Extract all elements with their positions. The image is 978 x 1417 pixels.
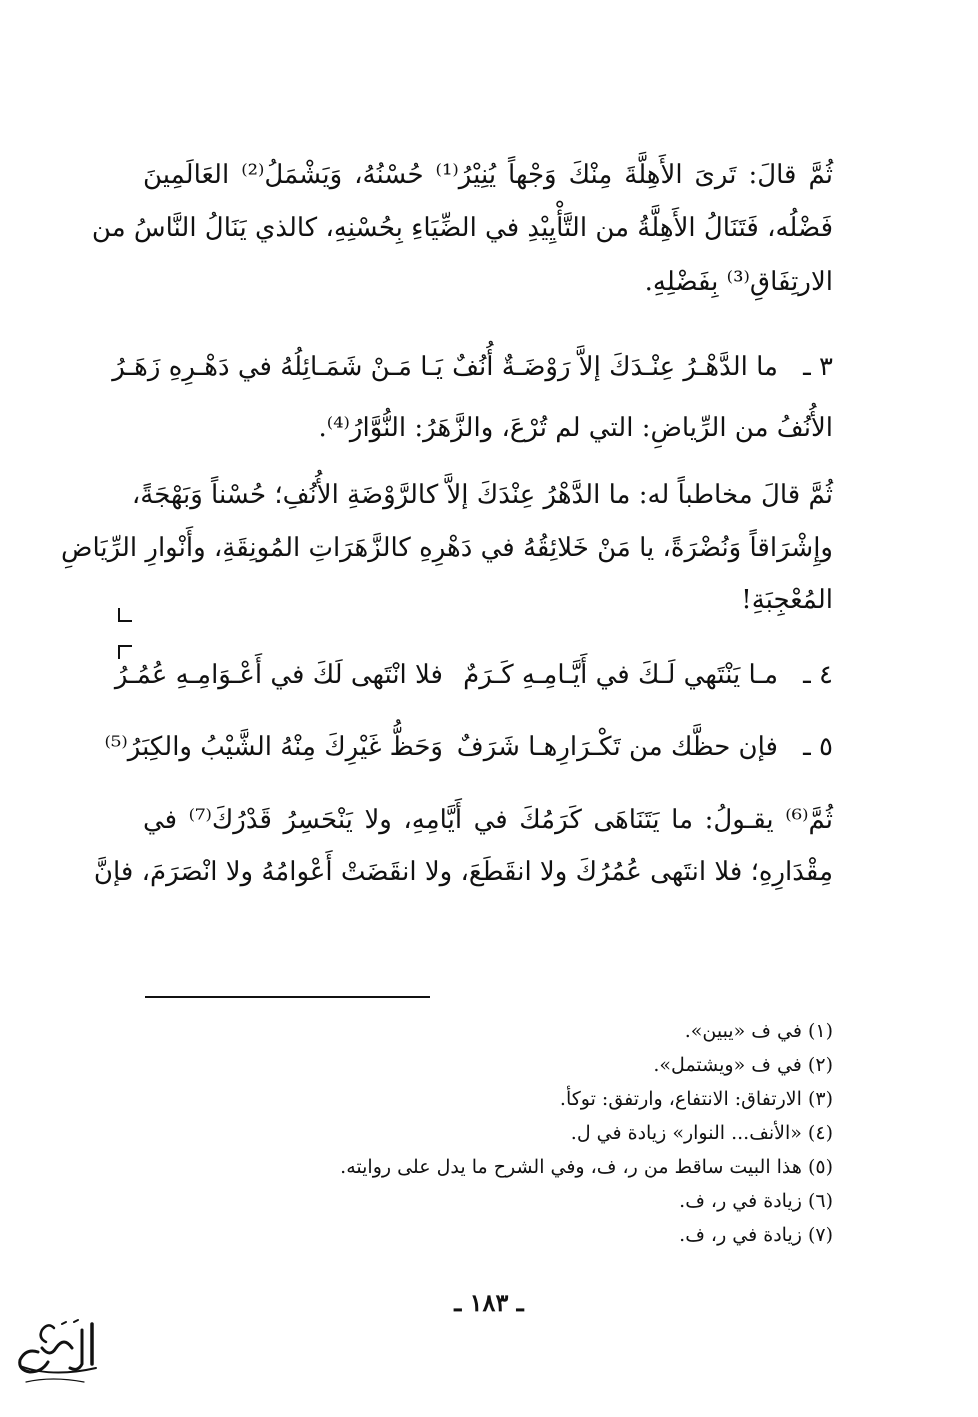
verse-number: ٥ ـ — [803, 732, 833, 762]
text-line: ثُمَّ⁽⁶⁾ يقـولُ: ما يَتَنَاهَى كَرَمُكَ في أَيَّامِهِ، ولا يَنْحَسِرُ قَدْرُكَ⁽⁷⁾ في — [143, 805, 833, 835]
footnote: (٥) هذا البيت ساقط من ر، ف، وفي الشرح ما يدل على روايته. — [340, 1156, 833, 1178]
footnote-divider — [145, 996, 430, 998]
text-line: ثُمَّ قالَ مخاطباً له: ما الدَّهْرُ عِنْدَكَ إلاَّ كالرَّوْضَةِ الأُنُفِ؛ حُسْناً وَبَهْجَةً، — [131, 480, 833, 510]
bracket-mark — [118, 608, 132, 622]
verse-hemistich-first: ما الدَّهْـرُ عِنْـدَكَ إلاَّ رَوْضَـةٌ أُنُفٌ — [452, 352, 778, 382]
verse-hemistich-first: مـا يَنْتَهي لَـكَ في أَيَّـامِـهِ كَـرَمٌ — [463, 660, 778, 690]
verse-5 — [104, 727, 833, 767]
verse-gloss: الأُنُفُ من الرِّياضِ: التي لم تُرْعَ، والزَّهَرُ: النُّوَّارُ⁽⁴⁾. — [318, 413, 833, 443]
verse-3 — [112, 347, 833, 387]
verse-hemistich-second: فلا انْتَهى لَكَ في أَعْـوَامِـهِ عُمُـرُ — [114, 660, 443, 690]
footnote: (٧) زيادة في ر، ف. — [679, 1224, 833, 1246]
text-line: الارتِفَاقِ⁽³⁾ بِفَضْلِهِ. — [644, 267, 833, 297]
verse-hemistich-second: يَـا مَـنْ شَمَـائِلُهُ في دَهْـرِهِ زَهَـرُ — [112, 352, 443, 382]
page-number: ـ ١٨٣ ـ — [454, 1288, 524, 1317]
footnote: (٢) في ف «ويشتمل». — [653, 1054, 833, 1076]
footnote: (٤) «الأنف... النوار» زيادة في ل. — [570, 1122, 833, 1144]
text-line: وإِشْرَاقاً وَنُضْرَةً، يا مَنْ خَلائِقُهُ في دَهْرِهِ كالزَّهَرَاتِ المُونِقَةِ، وأَنْوارِ الرِّيَاضِ — [61, 533, 833, 563]
text-line: ثُمَّ قالَ: تَرىَ الأَهِلَّةَ مِنْكَ وَجْهاً يُنِيْرُ⁽¹⁾ حُسْنُهُ، وَيَشْمَلُ⁽²⁾ العَالَمِينَ — [143, 160, 834, 190]
footnote: (١) في ف «يبين». — [684, 1020, 833, 1042]
footnote: (٦) زيادة في ر، ف. — [679, 1190, 833, 1212]
verse-4 — [114, 655, 833, 695]
text-line: مِقْدَارِهِ؛ فلا انتَهى عُمُرُكَ ولا انقَطَعَ، ولا انقَضَتْ أَعْوامُهُ ولا انْصَرَمَ، فإنَّ — [93, 857, 833, 887]
verse-number: ٤ ـ — [803, 660, 833, 690]
verse-hemistich-second: وَحَظُّ غَيْرِكَ مِنْهُ الشَّيْبُ والكِبَرُ⁽⁵⁾ — [104, 732, 443, 762]
verse-number: ٣ ـ — [803, 352, 833, 382]
verse-hemistich-first: فإن حظَّك من تَكْـرَارِهـا شَرَفٌ — [456, 732, 778, 762]
text-line: فَضْلُه، فَتَنَالُ الأَهِلَّةُ من التَّأْيِيْدِ في الضِّيَاءِ بِحُسْنِهِ، كالذي يَنَالُ النَّاسُ من — [91, 213, 833, 243]
footnote: (٣) الارتفاق: الانتفاع، وارتفق: توكأ. — [559, 1088, 833, 1110]
calligraphy-logo — [12, 1318, 102, 1390]
text-line: المُعْجِبَةِ! — [741, 585, 833, 615]
